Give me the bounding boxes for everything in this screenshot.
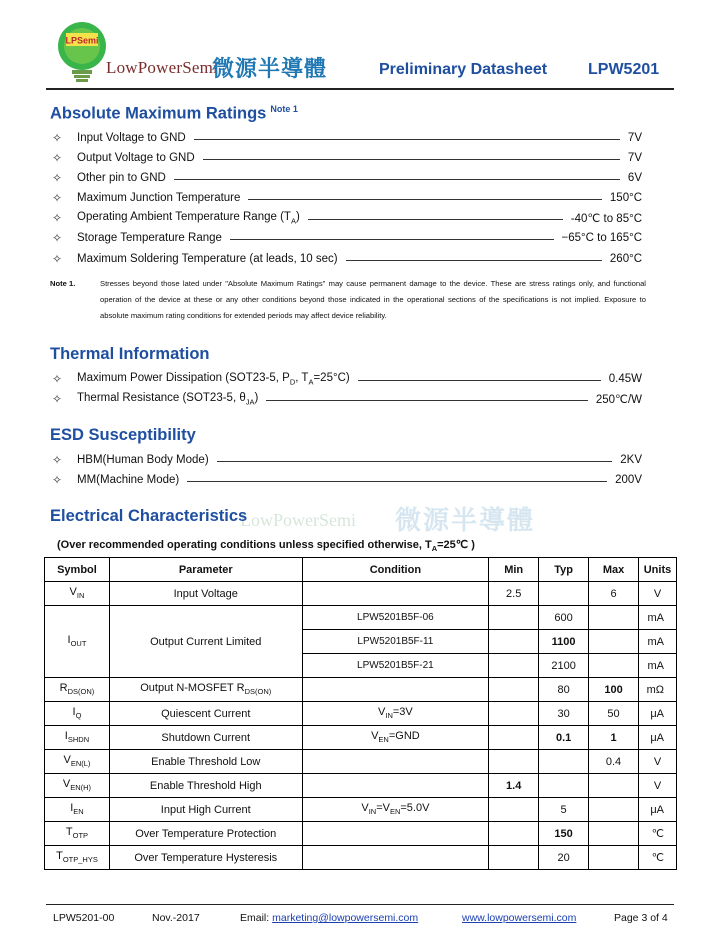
table-row: $I_Q$ Quiescent Current $V_{IN}=3V$ 30 50 μA: [45, 702, 677, 726]
diamond-bullet-icon: ✧: [52, 151, 63, 165]
footer-doc-number: LPW5201-00: [53, 912, 115, 924]
ec-conditions: (Over recommended operating conditions unless specified otherwise, $T_A=25℃$ ): [57, 539, 475, 554]
svg-text:LPSemi: LPSemi: [65, 35, 99, 46]
col-header: Min: [489, 558, 539, 582]
brand-name-chinese: 微源半導體: [212, 56, 328, 81]
doc-title: Preliminary Datasheet: [379, 61, 548, 78]
amr-item: ✧ Input Voltage to GND 7V: [52, 131, 642, 145]
diamond-bullet-icon: ✧: [52, 131, 63, 145]
diamond-bullet-icon: ✧: [52, 252, 63, 266]
amr-item: ✧ Storage Temperature Range −65°C to 165°C: [52, 231, 642, 245]
table-row: $R_{DS(ON)}$ Output N-MOSFET $R_{DS(ON)}$ 80 100 mΩ: [45, 678, 677, 702]
esd-item: ✧ HBM(Human Body Mode) 2KV: [52, 453, 642, 467]
col-header: Units: [638, 558, 676, 582]
thermal-item: ✧ Maximum Power Dissipation (SOT23-5, $P_D$, $T_A=25^\circ C$) 0.45W: [52, 371, 642, 387]
section-title-ec: Electrical Characteristics: [50, 507, 248, 525]
amr-item: ✧ Other pin to GND 6V: [52, 171, 642, 185]
header-divider: [46, 88, 674, 90]
table-row: $V_{EN(H)}$ Enable Threshold High 1.4 V: [45, 774, 677, 798]
table-row: $T_{OTP}$ Over Temperature Protection 150 ℃: [45, 822, 677, 846]
col-header: Symbol: [45, 558, 110, 582]
table-row: $I_{EN}$ Input High Current $V_{IN}=V_{EN}=5.0V$ 5 μA: [45, 798, 677, 822]
diamond-bullet-icon: ✧: [52, 453, 63, 467]
footer-email: Email: marketing@lowpowersemi.com: [240, 912, 419, 924]
lpsemi-logo: [52, 18, 122, 90]
diamond-bullet-icon: ✧: [52, 372, 63, 386]
col-header: Parameter: [109, 558, 302, 582]
diamond-bullet-icon: ✧: [52, 191, 63, 205]
email-link[interactable]: marketing@lowpowersemi.com: [272, 912, 419, 924]
col-header: Typ: [539, 558, 589, 582]
section-title-amr: Absolute Maximum Ratings $^{Note 1}$: [50, 104, 298, 123]
amr-item: ✧ Operating Ambient Temperature Range $(T_A)$ -40℃ to 85°C: [52, 210, 642, 226]
table-row: $I_{SHDN}$ Shutdown Current $V_{EN}=GND$ 0.1 1 μA: [45, 726, 677, 750]
brand-name: LowPowerSemi: [106, 58, 218, 77]
amr-item: ✧ Maximum Junction Temperature 150°C: [52, 191, 642, 205]
amr-item: ✧ Maximum Soldering Temperature (at leads, 10 sec) 260°C: [52, 252, 642, 266]
table-row: $V_{IN}$ Input Voltage 2.5 6 V: [45, 582, 677, 606]
section-title-thermal: Thermal Information: [50, 345, 210, 363]
website-link[interactable]: www.lowpowersemi.com: [462, 912, 577, 924]
part-number: LPW5201: [588, 61, 660, 78]
page-number: Page 3 of 4: [614, 912, 668, 924]
note-1: Note 1. Stresses beyond those lated under "Absolute Maximum Ratings" may cause permanent damage to the device. These are stress ratings only, and functional operation of the device at these or any other conditions beyond those indicated in the operational sections of the specifications is not implied. Exposure to absolute maximum rating conditions for extended periods may affect device reliability.: [50, 279, 646, 320]
table-row: LPW5201B5F-21 2100 mA: [45, 654, 677, 678]
esd-item: ✧ MM(Machine Mode) 200V: [52, 473, 642, 487]
table-header-row: [45, 558, 677, 582]
table-row: $T_{OTP\_HYS}$ Over Temperature Hysteresis 20 ℃: [45, 846, 677, 870]
thermal-item: ✧ Thermal Resistance (SOT23-5, $\theta_{JA}$) 250℃/W: [52, 391, 642, 407]
table-row: LPW5201B5F-11 1100 mA: [45, 630, 677, 654]
diamond-bullet-icon: ✧: [52, 171, 63, 185]
section-title-esd: ESD Susceptibility: [50, 426, 196, 444]
table-row: $I_{OUT}$ Output Current Limited LPW5201B5F-06 600 mA: [45, 606, 677, 630]
diamond-bullet-icon: ✧: [52, 473, 63, 487]
amr-item: ✧ Output Voltage to GND 7V: [52, 151, 642, 165]
col-header: Condition: [302, 558, 489, 582]
electrical-characteristics-table: [44, 557, 677, 870]
diamond-bullet-icon: ✧: [52, 211, 63, 225]
footer-divider: [46, 904, 674, 905]
note-ref: Note 1: [270, 104, 298, 114]
diamond-bullet-icon: ✧: [52, 392, 63, 406]
col-header: Max: [589, 558, 639, 582]
footer-date: Nov.-2017: [152, 912, 200, 924]
table-row: $V_{EN(L)}$ Enable Threshold Low 0.4 V: [45, 750, 677, 774]
diamond-bullet-icon: ✧: [52, 231, 63, 245]
